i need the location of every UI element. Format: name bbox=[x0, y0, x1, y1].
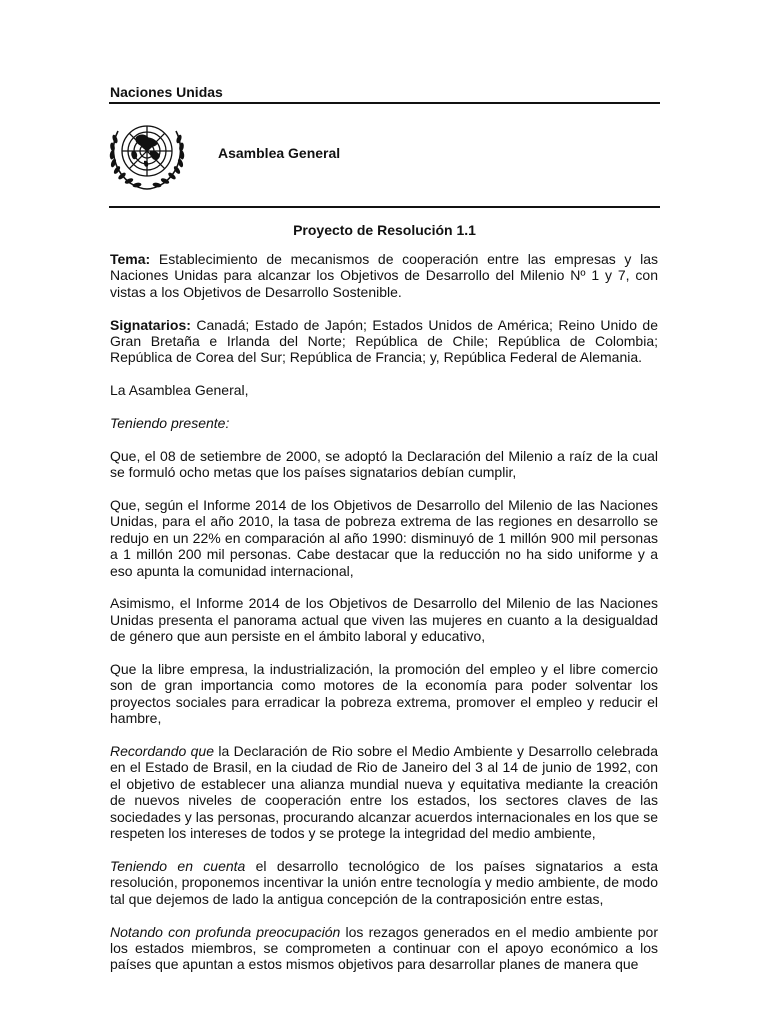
un-emblem-icon bbox=[106, 113, 188, 193]
notando-paragraph bbox=[110, 924, 658, 973]
teniendo-cuenta-text: el desarrollo tecnológico de los países signatarios a esta resolución, proponemos incentivar la unión entre tecnología y medio ambiente, de modo tal que dejemos de lado la antigua concepción de la contraposición entre estas, bbox=[110, 857, 658, 907]
recordando-lead: Recordando que bbox=[110, 743, 214, 760]
signatarios-paragraph bbox=[110, 317, 658, 366]
recordando-paragraph bbox=[110, 743, 658, 841]
body-paragraph: Asimismo, el Informe 2014 de los Objetivos de Desarrollo del Milenio de las Naciones Unidas presenta el panorama actual que viven las mujeres en cuanto a la desigualdad de género que aun persiste en el ámbito laboral y educativo, bbox=[110, 595, 658, 645]
body-paragraph: Que, según el Informe 2014 de los Objetivos de Desarrollo del Milenio de las Naciones Unidas, para el año 2010, la tasa de pobreza extrema de las regiones en desarrollo se redujo en un 22% en comparación al año 1990: disminuyó de 1 millón 900 mil personas a 1 millón 200 mil personas. Cabe destacar que la reducción no ha sido uniforme y a eso apunta la comunidad internacional, bbox=[110, 497, 658, 579]
header-bottom-rule bbox=[109, 206, 660, 208]
tema-paragraph bbox=[110, 251, 658, 300]
signatarios-label: Signatarios: bbox=[110, 316, 191, 333]
tema-text: Establecimiento de mecanismos de cooperación entre las empresas y las Naciones Unidas para alcanzar los Objetivos de Desarrollo del Milenio Nº 1 y 7, con vistas a los Objetivos de Desarrollo Sostenible. bbox=[110, 251, 658, 300]
organization-name: Naciones Unidas bbox=[110, 84, 223, 100]
resolution-title: Proyecto de Resolución 1.1 bbox=[293, 222, 476, 238]
assembly-name: Asamblea General bbox=[218, 145, 341, 161]
notando-lead: Notando con profunda preocupación bbox=[110, 923, 341, 940]
tema-label: Tema: bbox=[110, 251, 151, 267]
body-paragraph: Que, el 08 de setiembre de 2000, se adoptó la Declaración del Milenio a raíz de la cual se formuló ocho metas que los países signatarios debían cumplir, bbox=[110, 447, 658, 481]
resolution-body bbox=[110, 251, 658, 989]
teniendo-cuenta-lead: Teniendo en cuenta bbox=[110, 857, 246, 874]
teniendo-cuenta-paragraph bbox=[110, 858, 658, 907]
assembly-line: La Asamblea General, bbox=[110, 382, 249, 399]
signatarios-text: Canadá; Estado de Japón; Estados Unidos de América; Reino Unido de Gran Bretaña e Irlanda del Norte; República de Chile; República de Colombia; República de Corea del Sur; República de Francia; y, República Federal de Alemania. bbox=[110, 316, 659, 366]
body-paragraph: Que la libre empresa, la industrialización, la promoción del empleo y el libre comercio son de gran importancia como motores de la economía para poder solventar los proyectos sociales para erradicar la pobreza extrema, promover el empleo y reducir el hambre, bbox=[110, 661, 658, 727]
recordando-text: la Declaración de Rio sobre el Medio Ambiente y Desarrollo celebrada en el Estado de Brasil, en la ciudad de Rio de Janeiro del 3 al 14 de junio de 1992, con el objetivo de establecer una alianza mundial nueva y equitativa mediante la creación de nuevos niveles de cooperación entre los estados, los sectores claves de las sociedades y las personas, procurando alcanzar acuerdos internacionales en los que se respeten los intereses de todos y se protege la integridad del medio ambiente, bbox=[110, 743, 658, 842]
header-top-rule bbox=[109, 102, 660, 104]
teniendo-presente-heading: Teniendo presente: bbox=[110, 415, 230, 432]
notando-text: los rezagos generados en el medio ambiente por los estados miembros, se comprometen a continuar con el apoyo económico a los países que apuntan a estos mismos objetivos para desarrollar planes de manera que bbox=[110, 923, 658, 973]
